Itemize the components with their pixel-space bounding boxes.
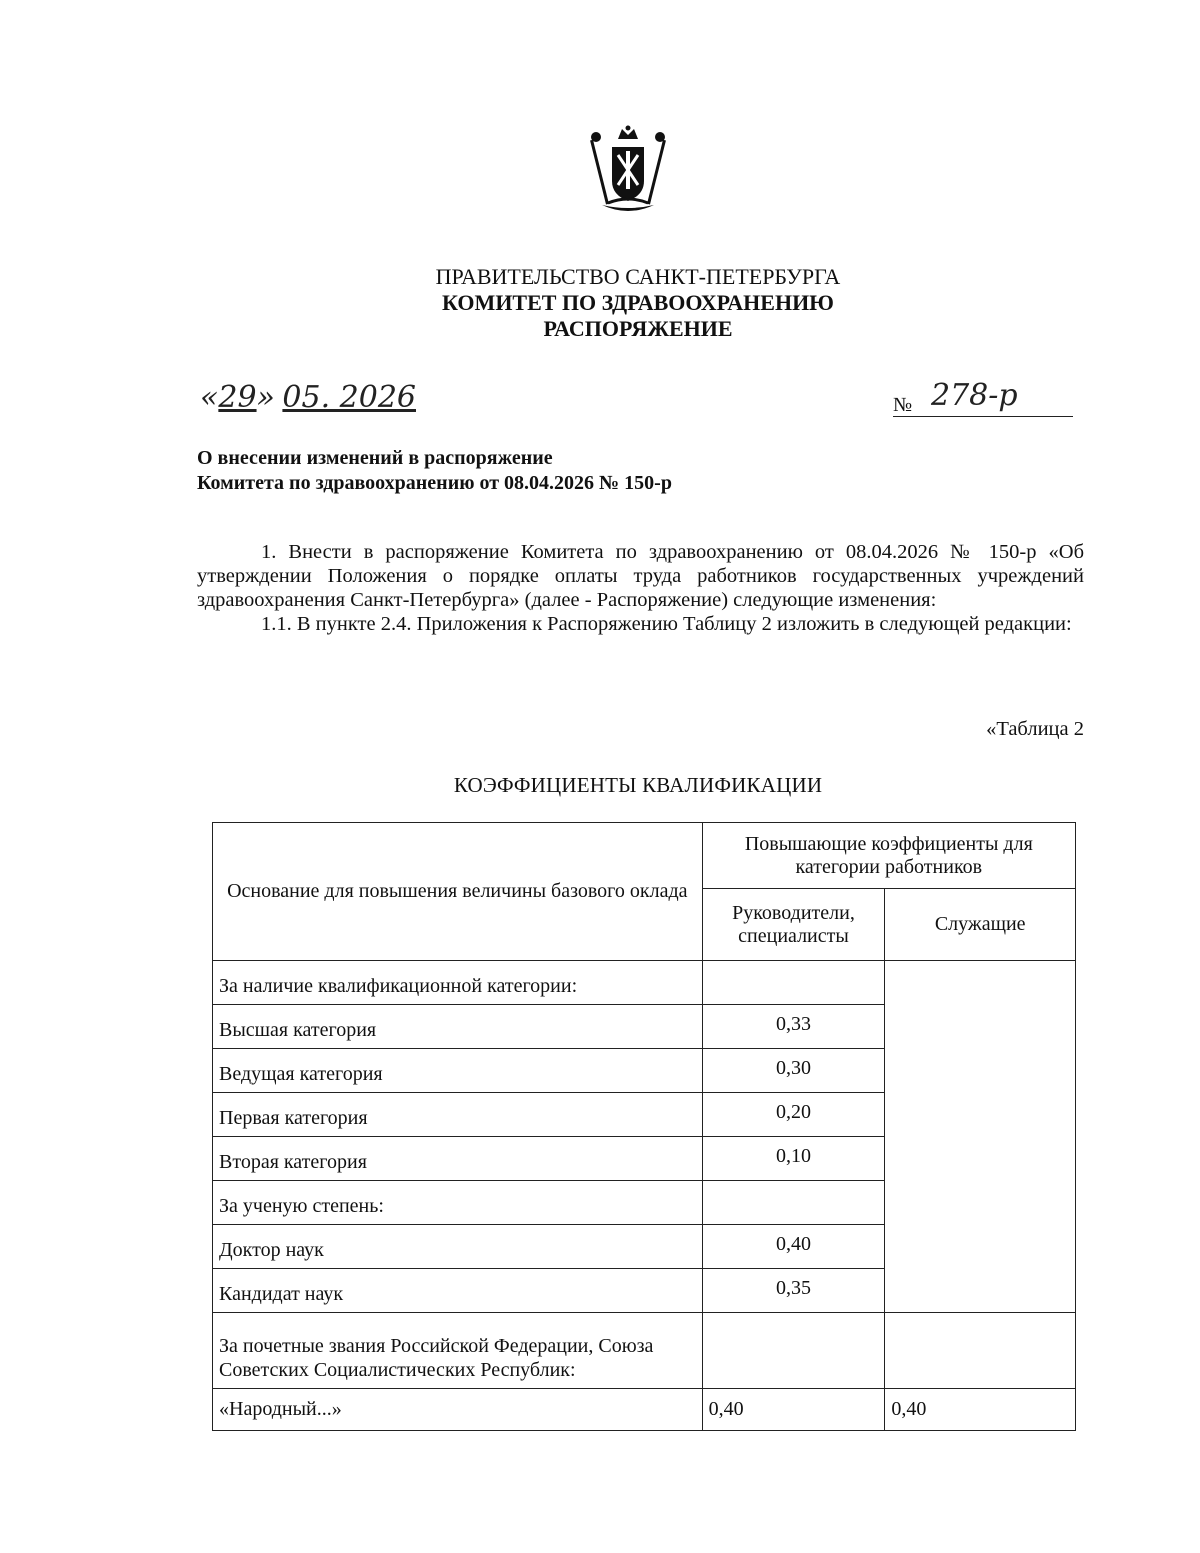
row-label: Доктор наук	[213, 1225, 703, 1269]
table-label: «Таблица 2	[986, 718, 1084, 740]
document-type: РАСПОРЯЖЕНИЕ	[543, 316, 733, 341]
header-servants: Служащие	[885, 889, 1076, 961]
header-group: Повышающие коэффициенты для категории работников	[702, 823, 1075, 889]
row-managers-value: 0,33	[702, 1005, 885, 1049]
row-managers-value: 0,40	[702, 1389, 885, 1431]
table-title: КОЭФФИЦИЕНТЫ КВАЛИФИКАЦИИ	[453, 773, 823, 797]
document-number	[893, 380, 1073, 417]
row-servants-value: 0,40	[885, 1389, 1076, 1431]
date-close-quote: »	[256, 380, 275, 415]
date-month-year: 05. 2026	[282, 380, 416, 415]
table-row	[213, 1313, 1076, 1389]
row-label: За почетные звания Российской Федерации, Союза Советских Социалистических Республик:	[213, 1313, 703, 1389]
servants-merged-cell	[885, 961, 1076, 1313]
row-label: Вторая категория	[213, 1137, 703, 1181]
subject-line-2: Комитета по здравоохранению от 08.04.2026 № 150-р	[197, 472, 672, 494]
row-managers-value: 0,40	[702, 1225, 885, 1269]
date-day: 29	[218, 380, 257, 415]
row-label: Высшая категория	[213, 1005, 703, 1049]
row-label: За наличие квалификационной категории:	[213, 961, 703, 1005]
row-servants-value	[885, 1313, 1076, 1389]
government-name: ПРАВИТЕЛЬСТВО САНКТ-ПЕТЕРБУРГА	[435, 264, 841, 289]
row-managers-value	[702, 1313, 885, 1389]
row-label: За ученую степень:	[213, 1181, 703, 1225]
header-basis: Основание для повышения величины базового оклада	[213, 823, 703, 961]
paragraph-1: 1. Внести в распоряжение Комитета по здравоохранению от 08.04.2026 № 150-р «Об утверждении Положения о порядке оплаты труда работников государственных учреждений здравоохранения Санкт-Петербурга» (далее - Распоряжение) следующие изменения:	[197, 541, 1084, 611]
document-body	[197, 540, 1084, 636]
number-value: 278-р	[931, 378, 1018, 413]
row-managers-value: 0,30	[702, 1049, 885, 1093]
row-managers-value: 0,20	[702, 1093, 885, 1137]
coefficients-table	[212, 822, 1076, 1431]
paragraph-1-1: 1.1. В пункте 2.4. Приложения к Распоряжению Таблицу 2 изложить в следующей редакции:	[261, 613, 1072, 635]
row-label: Кандидат наук	[213, 1269, 703, 1313]
document-subject	[197, 446, 672, 496]
coat-of-arms-emblem	[588, 125, 668, 215]
table-row	[213, 961, 1076, 1005]
row-managers-value	[702, 961, 885, 1005]
row-label: Ведущая категория	[213, 1049, 703, 1093]
document-date	[200, 380, 416, 415]
date-open-quote: «	[200, 380, 219, 415]
table-row	[213, 1389, 1076, 1431]
committee-name: КОМИТЕТ ПО ЗДРАВООХРАНЕНИЮ	[442, 290, 834, 315]
header-managers: Руководители, специалисты	[702, 889, 885, 961]
row-managers-value: 0,10	[702, 1137, 885, 1181]
row-managers-value: 0,35	[702, 1269, 885, 1313]
row-label: «Народный...»	[213, 1389, 703, 1431]
number-sign: №	[893, 394, 913, 416]
subject-line-1: О внесении изменений в распоряжение	[197, 447, 553, 469]
row-managers-value	[702, 1181, 885, 1225]
row-label: Первая категория	[213, 1093, 703, 1137]
